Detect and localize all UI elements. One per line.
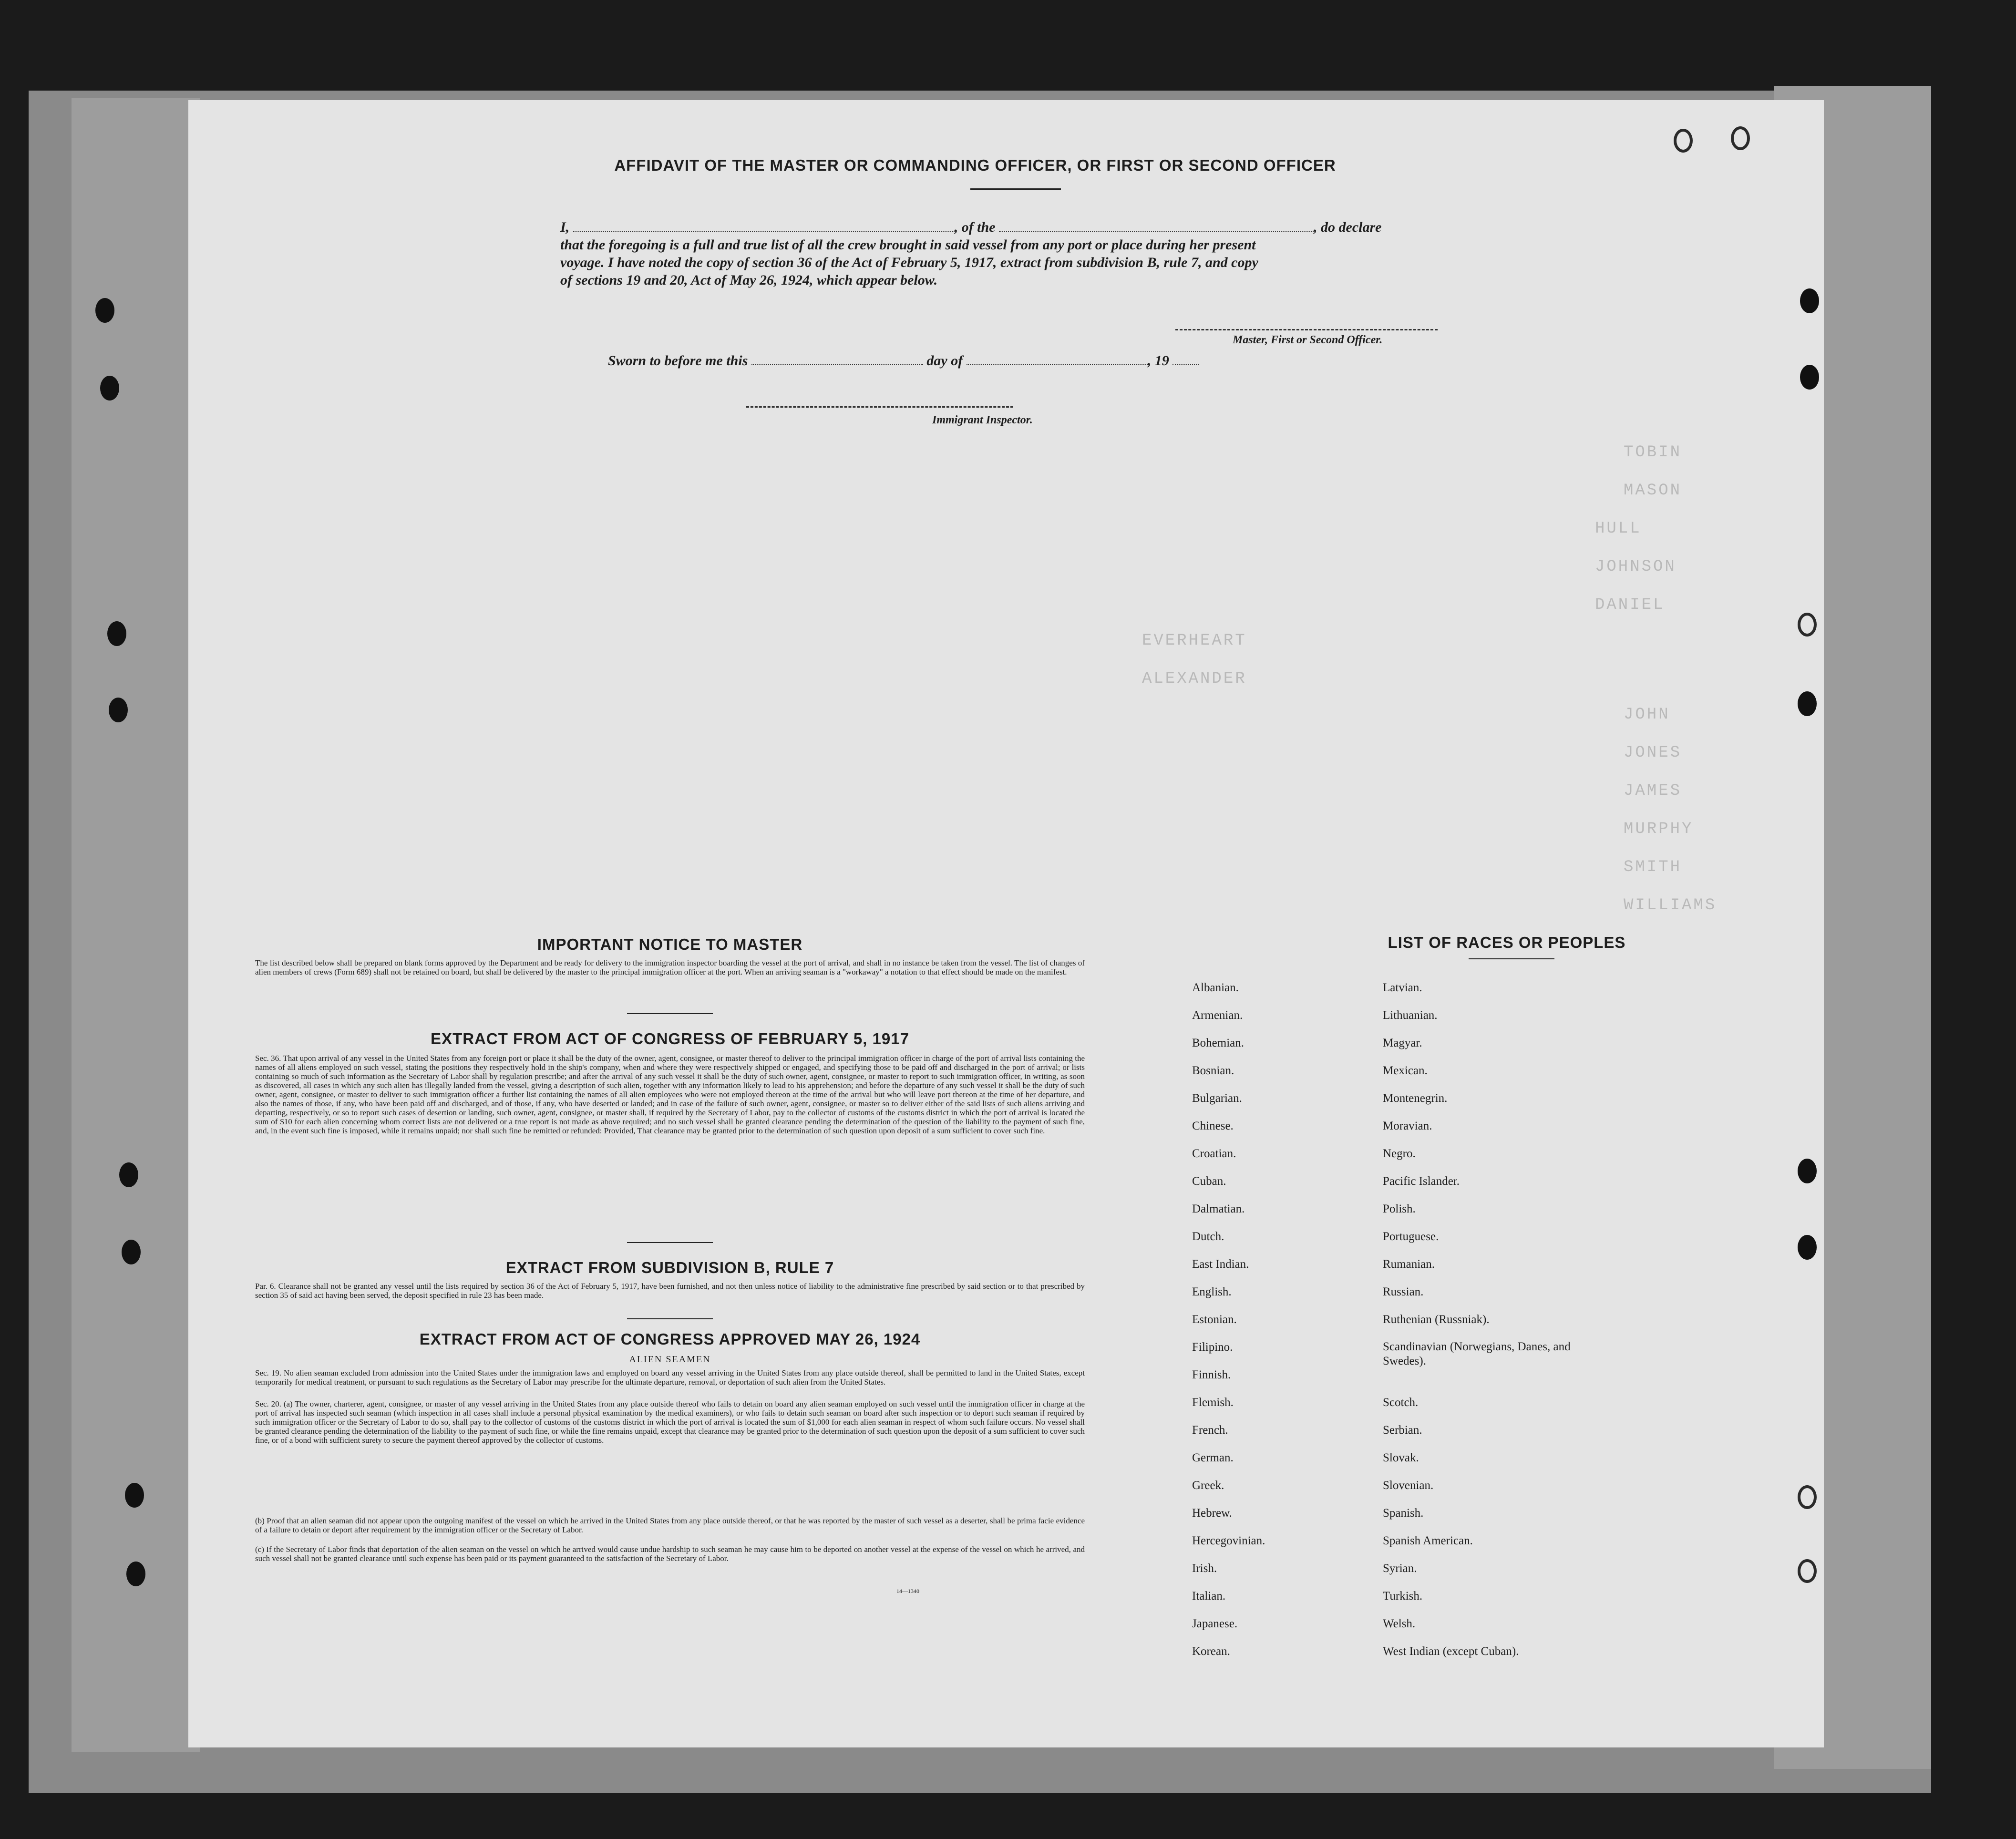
race-item: Flemish. bbox=[1192, 1396, 1234, 1409]
punch-hole bbox=[95, 298, 114, 323]
extract-1917-text: Sec. 36. That upon arrival of any vessel in the United States from any foreign port or place it shall be the duty of the owner, agent, consignee, or master thereof to deliver to the principal immigration officer in charge of the port of arrival lists containing the names of all aliens employed on such vessel, stating the positions they respectively hold in the ship's company, when and where they were respectively shipped or engaged, and specifying those to be paid off and discharged in the port of arrival; or lists containing so much of such information as the Secretary of Labor shall by regulation prescribe; and after the arrival of any such vessel it shall be the duty of such owner, agent, consignee, or master to report to such immigration officer, in writing, as soon as discovered, all cases in which any such alien has illegally landed from the vessel, giving a description of such alien, together with any information likely to lead to his apprehension; and before the departure of any such vessel it shall be the duty of such owner, agent, consignee, or master to deliver to such immigration officer a further list containing the names of all alien employees who were not employed thereon at the time of the arrival but who will leave port thereon at the time of her departure, and also the names of those, if any, who have been paid off and discharged, and of those, if any, who have deserted or landed; and in case of the failure of such owner, agent, consignee, or master so to deliver either of the said lists of such aliens arriving and departing, respectively, or so to report such cases of desertion or landing, such owner, agent, consignee, or master shall, if required by the Secretary of Labor, pay to the collector of customs of the customs district in which the port of arrival is located the sum of $10 for each alien concerning whom correct lists are not delivered or a true report is not made as above required; and no such vessel shall be granted clearance pending the determination of the question of the liability to the payment of such fine, and, in the event such fine is imposed, while it remains unpaid; nor shall such fine be remitted or refunded: Provided, That clearance may be granted prior to the determination of such question upon deposit of a sum sufficient to cover such fine. bbox=[255, 1054, 1085, 1135]
sworn-day-field[interactable] bbox=[751, 362, 923, 365]
punch-hole bbox=[1731, 126, 1750, 150]
race-item: Korean. bbox=[1192, 1645, 1230, 1658]
alien-seamen-subtitle: ALIEN SEAMEN bbox=[629, 1354, 711, 1365]
affidavit-page: TOBIN MASON HULL JOHNSON DANIEL EVERHEART ALEXANDER JOHN JONES JAMES MURPHY SMITH WILLIAMS AFFIDAVIT OF THE MASTER OR COMMANDING OFFICER, OR FIRST OR SECOND OFFICER I, , of the , do declare that the foregoing is a full and true list of all the crew brought in said vessel from any port or place during her present voyage. I have noted the copy of section 36 of the Act of February 5, 1917, extract from subdivision B, rule 7, and copy of sections 19 and 20, Act of May 26, 1924, which appear below. Master, First or Second Officer. Sworn to before me this day of , 19 Immigrant Inspector. IMPORTANT NOTICE TO MASTER The list described below shall be prepared on blank forms approved by the Department and be ready for delivery to the immigration inspector boarding the vessel at the port of arrival, and shall in no instance be taken from the vessel. The list of changes of alien members of crews (Form 689) shall not be retained on board, but shall be delivered by the master to the principal immigration officer at the port. When an arriving seaman is a "workaway" a notation to that effect should be made on the manifest. EXTRACT FROM ACT OF CONGRESS OF FEBRUARY 5, 1917 Sec. 36. That upon arrival of any vessel in the United States from any foreign port or place it shall be the duty of the owner, agent, consignee, or master thereof to deliver to the principal immigration officer in charge of the port of arrival lists containing the names of all aliens employed on such vessel, stating the positions they respectively hold in the ship's company, when and where they were respectively shipped or engaged, and specifying those to be paid off and discharged in the port of arrival; or lists containing so much of such information as the Secretary of Labor shall by regulation prescribe; and after the arrival of any such vessel it shall be the duty of such owner, agent, consignee, or master to report to such immigration officer, in writing, as soon as discovered, all cases in which any such alien has illegally landed from the vessel, giving a description of such alien, together with any information likely to lead to his apprehension; and before the departure of any such vessel it shall be the duty of such owner, agent, consignee, or master to deliver to such immigration officer a further list containing the names of all alien employees who were not employed thereon at the time of the arrival but who will leave port thereon at the time of her departure, and also the names of those, if any, who have been paid off and discharged, and of those, if any, who have deserted or landed; and in case of the failure of such owner, agent, consignee, or master so to deliver either of the said lists of such aliens arriving and departing, respectively, or so to report such cases of desertion or landing, such owner, agent, consignee, or master shall, if required by the Secretary of Labor, pay to the collector of customs of the customs district in which the port of arrival is located the sum of $10 for each alien concerning whom correct lists are not delivered or a true report is not made as above required; and no such vessel shall be granted clearance pending the determination of the question of the liability to the payment of such fine, and, in the event such fine is imposed, while it remains unpaid; nor shall such fine be remitted or refunded: Provided, That clearance may be granted prior to the determination of such question upon deposit of a sum sufficient to cover such fine. EXTRACT FROM SUBDIVISION B, RULE 7 Par. 6. Clearance shall not be granted any vessel until the lists required by section 36 of the Act of February 5, 1917, have been furnished, and not then unless notice of liability to the administrative fine prescribed by said section or to that prescribed by section 35 of said act having been served, the deposit specified in rule 23 has been made. EXTRACT FROM ACT OF CONGRESS APPROVED MAY 26, 1924 ALIEN SEAMEN Sec. 19. No alien seaman excluded from admission into the United States under the immigration laws and employed on board any vessel arriving in the United States from any place outside thereof, shall be permitted to land in the United States, except temporarily for medical treatment, or pursuant to such regulations as the Secretary of Labor may prescribe for the ultimate departure, removal, or deportation of such alien from the United States. Sec. 20. (a) The owner, charterer, agent, consignee, or master of any vessel arriving in the United States from any place outside thereof who fails to detain on board any alien seaman employed on such vessel until the immigration officer in charge at the port of arrival has inspected such seaman (which inspection in all cases shall include a personal physical examination by the medical examiners), or who fails to detain such seaman on board after such inspection or to deport such seaman if required by such immigration officer or the Secretary of Labor to do so, shall pay to the collector of customs of the customs district in which the port of arrival is located the sum of $1,000 for each alien seaman in respect of whom such failure occurs. No vessel shall be granted clearance pending the determination of the liability to the payment of such fine, or while the fine remains unpaid, except that clearance may be granted prior to the determination of such question upon the deposit of a sum sufficient to cover such fine, or of a bond with sufficient surety to secure the payment thereof approved by the collector of customs. (b) Proof that an alien seaman did not appear upon the outgoing manifest of the vessel on which he arrived in the United States from any place outside thereof, or that he was reported by the master of such vessel as a deserter, shall be prima facie evidence of a failure to detain or deport after requirement by the immigration officer or the Secretary of Labor. (c) If the Secretary of Labor finds that deportation of the alien seaman on the vessel on which he arrived would cause undue hardship to such seaman he may cause him to be deported on another vessel at the expense of the vessel on which he arrived, and such vessel shall not be granted clearance until such expense has been paid or its payment guaranteed to the satisfaction of the Secretary of Labor. 14—1340 LIST OF RACES OR PEOPLES Albanian. Armenian. Bohemian. Bosnian. Bulgarian. Chinese. Croatian. Cuban. Dalmatian. Dutch. East Indian. English. Estonian. Filipino. Finnish. Flemish. French. German. Greek. Hebrew. Hercegovinian. Irish. Italian. Japanese. Korean. Latvian. Lithuanian. Magyar. Mexican. Montenegrin. Moravian. Negro. Pacific Islander. Polish. Portuguese. Rumanian. Russian. Ruthenian (Russniak). Scandinavian (Norwegians, Danes, and Swedes). Scotch. Serbian. Slovak. Slovenian. Spanish. Spanish American. Syrian. Turkish. Welsh. West Indian (except Cuban). bbox=[188, 100, 1824, 1747]
race-item: English. bbox=[1192, 1285, 1232, 1298]
race-item: Bohemian. bbox=[1192, 1037, 1245, 1049]
race-item: Latvian. bbox=[1383, 981, 1422, 994]
race-item: Hercegovinian. bbox=[1192, 1534, 1265, 1547]
race-item: Magyar. bbox=[1383, 1037, 1422, 1049]
punch-hole bbox=[1798, 1485, 1817, 1509]
race-item: Finnish. bbox=[1192, 1368, 1231, 1381]
race-item: Welsh. bbox=[1383, 1617, 1416, 1630]
race-item: Dalmatian. bbox=[1192, 1202, 1245, 1215]
race-item: Slovenian. bbox=[1383, 1479, 1434, 1492]
declaration-line-1 bbox=[560, 219, 1485, 236]
race-item: Mexican. bbox=[1383, 1064, 1428, 1077]
race-item: Syrian. bbox=[1383, 1562, 1417, 1575]
race-item: Bosnian. bbox=[1192, 1064, 1234, 1077]
race-item: Montenegrin. bbox=[1383, 1092, 1448, 1105]
race-item: Polish. bbox=[1383, 1202, 1416, 1215]
punch-hole bbox=[1674, 129, 1693, 153]
title-divider bbox=[970, 188, 1061, 190]
race-item: Japanese. bbox=[1192, 1617, 1238, 1630]
race-item: Scandinavian (Norwegians, Danes, and Swedes). bbox=[1383, 1340, 1571, 1367]
race-item: French. bbox=[1192, 1424, 1228, 1437]
punch-hole bbox=[1798, 613, 1817, 637]
race-item: Slovak. bbox=[1383, 1451, 1419, 1464]
race-item: Italian. bbox=[1192, 1590, 1226, 1603]
section-divider bbox=[627, 1242, 713, 1243]
race-item: Armenian. bbox=[1192, 1009, 1243, 1022]
sworn-line bbox=[608, 353, 1275, 369]
race-item: Hebrew. bbox=[1192, 1507, 1232, 1520]
race-item: Estonian. bbox=[1192, 1313, 1237, 1326]
extract-rule7-text: Par. 6. Clearance shall not be granted any vessel until the lists required by section 36 of the Act of February 5, 1917, have been furnished, and not then unless notice of liability to the administrative fine prescribed by said section or to that prescribed by section 35 of said act having been served, the deposit specified in rule 23 has been made. bbox=[255, 1282, 1085, 1300]
race-item: West Indian (except Cuban). bbox=[1383, 1645, 1519, 1658]
declaration-do-declare: , do declare bbox=[1314, 219, 1382, 235]
race-item: Negro. bbox=[1383, 1147, 1416, 1160]
extract-1924-sec19: Sec. 19. No alien seaman excluded from admission into the United States under the immigration laws and employed on board any vessel arriving in the United States from any place outside thereof, shall be permitted to land in the United States, except temporarily for medical treatment, or pursuant to such regulations as the Secretary of Labor may prescribe for the ultimate departure, removal, or deportation of such alien from the United States. bbox=[255, 1368, 1085, 1387]
notice-title: IMPORTANT NOTICE TO MASTER bbox=[537, 935, 803, 953]
race-item: Moravian. bbox=[1383, 1120, 1432, 1132]
declaration-i: I, bbox=[560, 219, 570, 235]
race-item: Spanish American. bbox=[1383, 1534, 1473, 1547]
race-item: Bulgarian. bbox=[1192, 1092, 1242, 1105]
race-item: Turkish. bbox=[1383, 1590, 1423, 1603]
extract-1924-sec20a: Sec. 20. (a) The owner, charterer, agent, consignee, or master of any vessel arriving in the United States from any place outside thereof who fails to detain on board any alien seaman employed on such vessel until the immigration officer in charge at the port of arrival has inspected such seaman (which inspection in all cases shall include a personal physical examination by the medical examiners), or who fails to detain such seaman on board after such inspection or to deport such seaman if required by such immigration officer or the Secretary of Labor to do so, shall pay to the collector of customs of the customs district in which the port of arrival is located the sum of $1,000 for each alien seaman in respect of whom such failure occurs. No vessel shall be granted clearance pending the determination of the liability to the payment of such fine, or while the fine remains unpaid, except that clearance may be granted prior to the determination of such question upon the deposit of a sum sufficient to cover such fine, or of a bond with sufficient surety to secure the payment thereof approved by the collector of customs. bbox=[255, 1399, 1085, 1445]
race-item: Lithuanian. bbox=[1383, 1009, 1438, 1022]
sworn-year-field[interactable] bbox=[1173, 362, 1199, 365]
race-item: Filipino. bbox=[1192, 1341, 1233, 1354]
race-item: Rumanian. bbox=[1383, 1258, 1435, 1271]
punch-hole bbox=[122, 1240, 141, 1264]
race-item: Scotch. bbox=[1383, 1396, 1419, 1409]
punch-hole bbox=[109, 698, 128, 722]
race-item: Pacific Islander. bbox=[1383, 1175, 1460, 1188]
race-item: Greek. bbox=[1192, 1479, 1224, 1492]
race-item: Irish. bbox=[1192, 1562, 1217, 1575]
race-item: Croatian. bbox=[1192, 1147, 1236, 1160]
race-item: German. bbox=[1192, 1451, 1234, 1464]
race-item: Albanian. bbox=[1192, 981, 1239, 994]
declaration-line-2: that the foregoing is a full and true list of all the crew brought in said vessel from any port or place during her present bbox=[560, 237, 1256, 253]
extract-1924-sec20b: (b) Proof that an alien seaman did not appear upon the outgoing manifest of the vessel on which he arrived in the United States from any place outside thereof, or that he was reported by the master of such vessel as a deserter, shall be prima facie evidence of a failure to detain or deport after requirement by the immigration officer or the Secretary of Labor. bbox=[255, 1516, 1085, 1534]
race-item: Dutch. bbox=[1192, 1230, 1224, 1243]
declaration-of-the: , of the bbox=[954, 219, 996, 235]
extract-1924-sec20c: (c) If the Secretary of Labor finds that deportation of the alien seaman on the vessel on which he arrived would cause undue hardship to such seaman he may cause him to be deported on another vessel at the expense of the vessel on which he arrived, and such vessel shall not be granted clearance until such expense has been paid or its payment guaranteed to the satisfaction of the Secretary of Labor. bbox=[255, 1545, 1085, 1563]
sworn-day-of: day of bbox=[926, 353, 963, 369]
race-item: Russian. bbox=[1383, 1285, 1424, 1298]
punch-hole bbox=[107, 621, 126, 646]
race-item: Spanish. bbox=[1383, 1507, 1424, 1520]
notice-text: The list described below shall be prepared on blank forms approved by the Department and be ready for delivery to the immigration inspector boarding the vessel at the port of arrival, and shall in no instance be taken from the vessel. The list of changes of alien members of crews (Form 689) shall not be retained on board, but shall be delivered by the master to the principal immigration officer at the port. When an arriving seaman is a "workaway" a notation to that effect should be made on the manifest. bbox=[255, 958, 1085, 976]
extract-1924-title: EXTRACT FROM ACT OF CONGRESS APPROVED MAY 26, 1924 bbox=[419, 1330, 921, 1348]
vessel-name-field[interactable] bbox=[999, 229, 1314, 232]
race-item: Chinese. bbox=[1192, 1120, 1234, 1132]
race-item: East Indian. bbox=[1192, 1258, 1249, 1271]
punch-hole bbox=[100, 376, 119, 401]
race-item: Portuguese. bbox=[1383, 1230, 1439, 1243]
extract-rule7-title: EXTRACT FROM SUBDIVISION B, RULE 7 bbox=[505, 1259, 834, 1276]
inspector-signature-line[interactable] bbox=[746, 406, 1013, 408]
punch-hole bbox=[119, 1162, 138, 1187]
punch-hole bbox=[1798, 1159, 1817, 1183]
affidavit-title: AFFIDAVIT OF THE MASTER OR COMMANDING OFFICER, OR FIRST OR SECOND OFFICER bbox=[614, 156, 1336, 174]
punch-hole bbox=[1798, 1559, 1817, 1583]
races-title: LIST OF RACES OR PEOPLES bbox=[1388, 934, 1626, 951]
section-divider bbox=[627, 1318, 713, 1319]
punch-hole bbox=[1800, 365, 1819, 390]
punch-hole bbox=[125, 1483, 144, 1508]
race-item: Cuban. bbox=[1192, 1175, 1226, 1188]
sworn-year-prefix: , 19 bbox=[1147, 353, 1169, 369]
declaration-line-3: voyage. I have noted the copy of section 36 of the Act of February 5, 1917, extract from subdivision B, rule 7, and copy bbox=[560, 255, 1258, 270]
punch-hole bbox=[1800, 288, 1819, 313]
race-item: Serbian. bbox=[1383, 1424, 1422, 1437]
extract-1917-title: EXTRACT FROM ACT OF CONGRESS OF FEBRUARY 5, 1917 bbox=[431, 1030, 909, 1048]
section-divider bbox=[627, 1013, 713, 1014]
race-item: Ruthenian (Russniak). bbox=[1383, 1313, 1490, 1326]
punch-hole bbox=[1798, 691, 1817, 716]
form-number: 14—1340 bbox=[896, 1588, 919, 1594]
officer-name-field[interactable] bbox=[573, 229, 955, 232]
master-caption: Master, First or Second Officer. bbox=[1233, 334, 1383, 346]
sworn-month-field[interactable] bbox=[967, 362, 1148, 365]
races-divider bbox=[1469, 958, 1554, 959]
sworn-label: Sworn to before me this bbox=[608, 353, 748, 369]
punch-hole bbox=[1798, 1235, 1817, 1260]
punch-hole bbox=[126, 1562, 145, 1586]
master-signature-line[interactable] bbox=[1175, 329, 1438, 330]
declaration-line-4: of sections 19 and 20, Act of May 26, 1924, which appear below. bbox=[560, 272, 938, 288]
inspector-caption: Immigrant Inspector. bbox=[932, 414, 1033, 426]
